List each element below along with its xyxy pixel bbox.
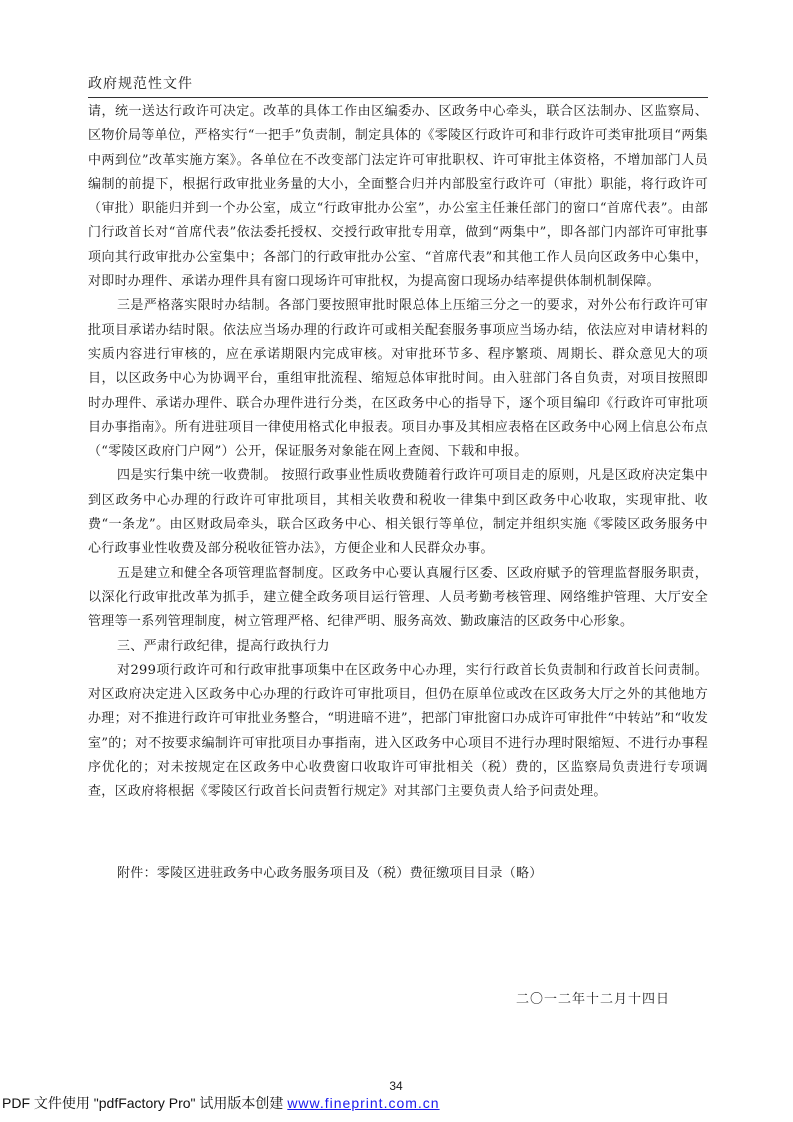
footer-link[interactable]: www.fineprint.com.cn — [287, 1095, 440, 1111]
footer-watermark — [2, 1093, 762, 1113]
body-paragraph: 对299项行政许可和行政审批事项集中在区政务中心办理，实行行政首长负责制和行政首长问责制。对区政府决定进入区政务中心办理的行政许可审批项目，但仍在原单位或改在区政务大厅之外的其他地方办理；对不推进行政许可审批业务整合，“明进暗不进”，把部门审批窗口办成许可审批件“中转站”和“收发室”的；对不按要求编制许可审批项目办事指南，进入区政务中心项目不进行办理时限缩短、不进行办事程序优化的；对未按规定在区政务中心收费窗口收取许可审批相关（税）费的，区监察局负责进行专项调查，区政府将根据《零陵区行政首长问责暂行规定》对其部门主要负责人给予问责处理。 — [88, 662, 708, 800]
footer-text: PDF 文件使用 "pdfFactory Pro" 试用版本创建 — [2, 1095, 288, 1111]
body-paragraph: 三是严格落实限时办结制。各部门要按照审批时限总体上压缩三分之一的要求，对外公布行政许可审批项目承诺办结时限。依法应当场办理的行政许可或相关配套服务事项应当场办结，依法应对申请材料的实质内容进行审核的，应在承诺期限内完成审核。对审批环节多、程序繁琐、周期长、群众意见大的项目，以区政务中心为协调平台，重组审批流程、缩短总体审批时间。由入驻部门各自负责，对项目按照即时办理件、承诺办理件、联合办理件进行分类，在区政务中心的指导下，逐个项目编印《行政许可审批项目办事指南》。所有进驻项目一律使用格式化申报表。项目办事及其相应表格在区政务中心网上信息公布点（“零陵区政府门户网”）公开，保证服务对象能在网上查阅、下载和申报。 — [88, 298, 708, 460]
body-paragraph: 五是建立和健全各项管理监督制度。区政务中心要认真履行区委、区政府赋予的管理监督服务职责，以深化行政审批改革为抓手，建立健全政务项目运行管理、人员考勤考核管理、网络维护管理、大厅安全管理等一系列管理制度，树立管理严格、纪律严明、服务高效、勤政廉洁的区政务中心形象。 — [88, 565, 708, 630]
body-paragraph: 四是实行集中统一收费制。 按照行政事业性质收费随着行政许可项目走的原则，凡是区政府决定集中到区政务中心办理的行政许可审批项目，其相关收费和税收一律集中到区政务中心收取，实现审批、收费“一条龙”。由区财政局牵头，联合区政务中心、相关银行等单位，制定并组织实施《零陵区政务服务中心行政事业性收费及部分税收征管办法》，方便企业和人民群众办事。 — [88, 468, 708, 557]
attachment-note: 附件：零陵区进驻政务中心政务服务项目及（税）费征缴项目目录（略） — [117, 866, 543, 881]
section-heading: 三、严肃行政纪律，提高行政执行力 — [117, 638, 330, 654]
document-date: 二〇一二年十二月十四日 — [515, 992, 670, 1007]
document-body — [88, 100, 708, 805]
document-header: 政府规范性文件 — [88, 74, 708, 98]
page-number: 34 — [389, 1079, 403, 1093]
body-paragraph: 请，统一送达行政许可决定。改革的具体工作由区编委办、区政务中心牵头，联合区法制办、区监察局、区物价局等单位，严格实行“一把手”负责制，制定具体的《零陵区行政许可和非行政许可类审批项目“两集中两到位”改革实施方案》。各单位在不改变部门法定许可审批职权、许可审批主体资格，不增加部门人员编制的前提下，根据行政审批业务量的大小，全面整合归并内部股室行政许可（审批）职能，将行政许可（审批）职能归并到一个办公室，成立“行政审批办公室”，办公室主任兼任部门的窗口“首席代表”。由部门行政首长对“首席代表”依法委托授权、交授行政审批专用章，做到“两集中”，即各部门内部许可审批事项向其行政审批办公室集中；各部门的行政审批办公室、“首席代表”和其他工作人员向区政务中心集中，对即时办理件、承诺办理件具有窗口现场许可审批权，为提高窗口现场办结率提供体制机制保障。 — [88, 104, 708, 290]
